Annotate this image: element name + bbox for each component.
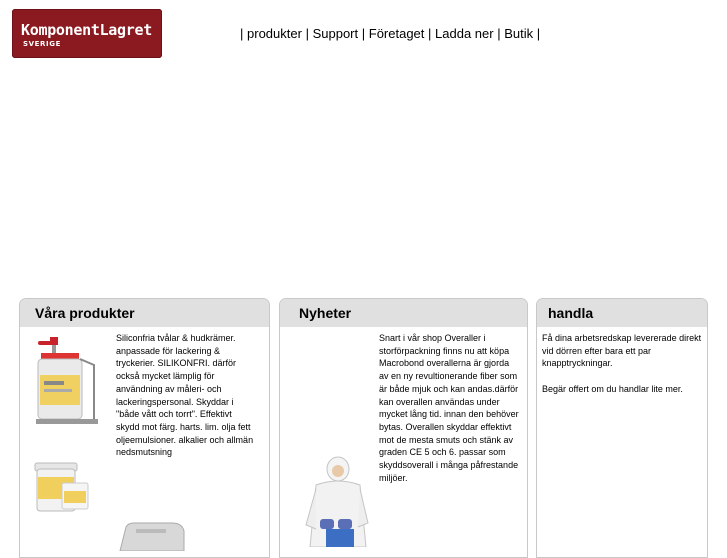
products-panel-title: Våra produkter xyxy=(20,299,269,327)
cream-bucket-image[interactable] xyxy=(32,459,92,515)
nav-separator: | xyxy=(497,26,501,41)
products-description: Siliconfria tvålar & hudkrämer. anpassade för lackering & tryckerier. SILIKONFRI. därför också mycket lämplig för användning av måleri- och lackeringspersonal. Skyddar i "både vått och torrt". Effektivt skydd mot färg. harts. lim. olja fett oljeemulsioner. alkalier och allmän nedsmutsning xyxy=(116,333,254,458)
news-panel-title: Nyheter xyxy=(280,299,527,327)
nav-link-butik[interactable]: Butik xyxy=(504,26,537,41)
nav-link-ladda-ner[interactable]: Ladda ner xyxy=(435,26,498,41)
shop-panel-title: handla xyxy=(537,299,707,327)
coverall-person-image[interactable] xyxy=(302,455,372,547)
product-container-image[interactable] xyxy=(112,521,192,551)
nav-link-produkter[interactable]: produkter xyxy=(247,26,306,41)
nav-separator: | xyxy=(536,26,541,41)
nav-separator: | xyxy=(428,26,432,41)
nav-separator: | xyxy=(240,26,244,41)
news-panel xyxy=(279,298,528,558)
soap-dispenser-image[interactable] xyxy=(30,335,102,430)
logo-subtext: SVERIGE xyxy=(23,40,61,48)
news-description: Snart i vår shop Overaller i storförpackning finns nu att köpa Macrobond overallerna är gjorda av en ny revultionerande fiber som är både mjuk och kan andas.därför kan overallen användas under mycket lång tid. innan den behöver bytas. Overallen skyddar effektivt mot de mesta smuts och stänk av graden CE 5 och 6. passar som skyddsoverall i många påfrestande miljöer. xyxy=(379,333,519,483)
nav-link-support[interactable]: Support xyxy=(312,26,362,41)
nav-separator: | xyxy=(305,26,309,41)
logo-text: KomponentLagret xyxy=(21,21,152,39)
shop-panel xyxy=(536,298,708,558)
products-panel xyxy=(19,298,270,558)
top-navigation xyxy=(240,26,540,41)
nav-link-foretaget[interactable]: Företaget xyxy=(368,26,429,41)
nav-separator: | xyxy=(361,26,366,41)
shop-description: Få dina arbetsredskap levererade direkt vid dörren efter bara ett par knapptryckningar. Begär offert om du handlar lite mer. xyxy=(542,333,702,394)
site-logo[interactable] xyxy=(12,9,162,58)
